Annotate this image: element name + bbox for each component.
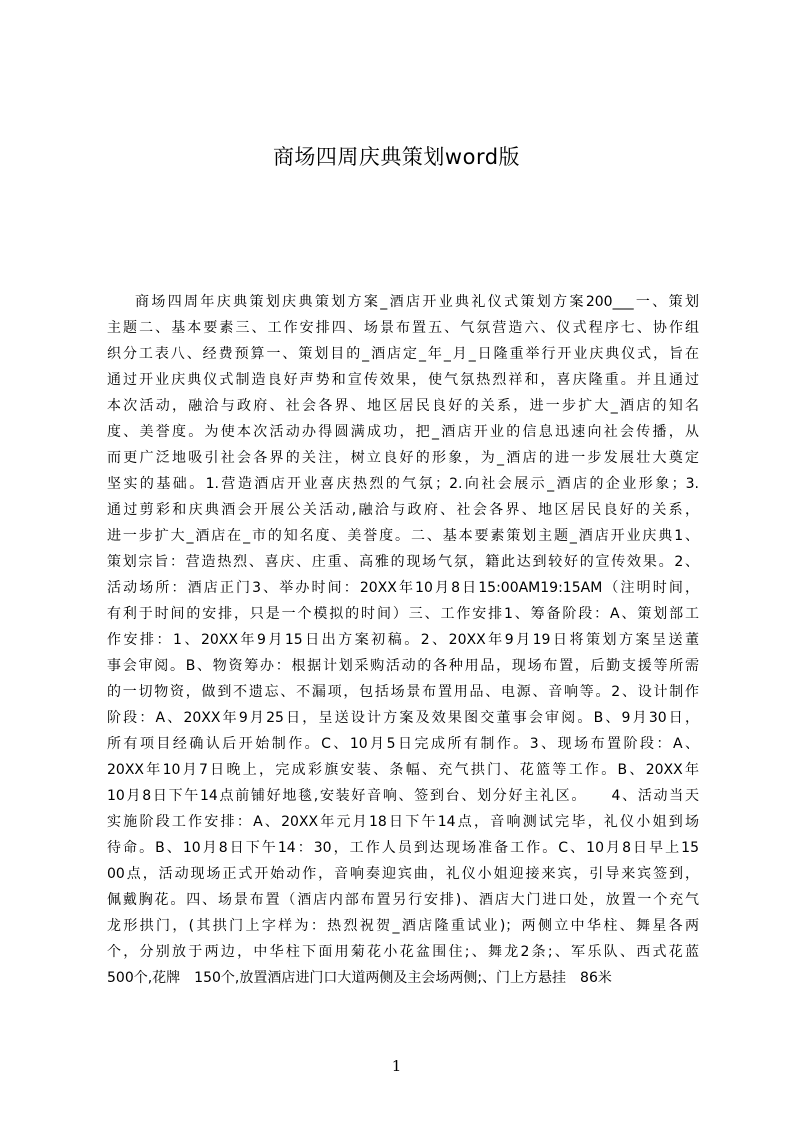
body-text-line: 的一切物资，做到不遗忘、不漏项，包括场景布置用品、电源、音响等。2、设计制作 — [107, 684, 699, 700]
body-text-line: 佩戴胸花。四、场景布置（酒店内部布置另行安排)、酒店大门进口处，放置一个充气 — [107, 892, 699, 908]
body-text-line: 龙形拱门，(其拱门上字样为：热烈祝贺_酒店隆重试业)；两侧立中华柱、舞星各两 — [107, 918, 699, 934]
body-text-line: 实施阶段工作安排：A、20XX年元月18日下午14点，音响测试完毕，礼仪小姐到场 — [107, 814, 699, 830]
body-text-line: 主题二、基本要素三、工作安排四、场景布置五、气氛营造六、仪式程序七、协作组 — [107, 320, 699, 336]
body-text-line: 通过开业庆典仪式制造良好声势和宣传效果，使气氛热烈祥和，喜庆隆重。并且通过 — [107, 372, 699, 388]
body-text-line: 度、美誉度。为使本次活动办得圆满成功，把_酒店开业的信息迅速向社会传播，从 — [107, 424, 699, 440]
body-text-line: 20XX年10月7日晚上，完成彩旗安装、条幅、充气拱门、花篮等工作。B、20XX年 — [107, 762, 699, 778]
body-text-line: 有利于时间的安排，只是一个模拟的时间）三、工作安排1、筹备阶段：A、策划部工 — [107, 606, 699, 622]
body-text-line: 00点，活动现场正式开始动作，音响奏迎宾曲，礼仪小姐迎接来宾，引导来宾签到， — [107, 866, 699, 882]
body-text-line: 进一步扩大_酒店在_市的知名度、美誉度。二、基本要素策划主题_酒店开业庆典1、 — [107, 528, 699, 544]
body-text-line: 作安排：1、20XX年9月15日出方案初稿。2、20XX年9月19日将策划方案呈送董 — [107, 632, 699, 648]
body-text-line: 活动场所：酒店正门3、举办时间：20XX年10月8日15:00AM19:15AM（注明时间， — [107, 580, 699, 596]
body-text-line: 而更广泛地吸引社会各界的关注，树立良好的形象，为_酒店的进一步发展壮大奠定 — [107, 450, 699, 466]
body-text-line: 个，分别放于两边，中华柱下面用菊花小花盆围住;、舞龙2条;、军乐队、西式花蓝 — [107, 944, 699, 960]
body-text-line: 本次活动，融洽与政府、社会各界、地区居民良好的关系，进一步扩大_酒店的知名 — [107, 398, 699, 414]
body-text-line: 阶段：A、20XX年9月25日，呈送设计方案及效果图交董事会审阅。B、9月30日， — [107, 710, 699, 726]
body-text-line: 事会审阅。B、物资筹办：根据计划采购活动的各种用品，现场布置，后勤支援等所需 — [107, 658, 699, 674]
body-text-line: 策划宗旨：营造热烈、喜庆、庄重、高雅的现场气氛，籍此达到较好的宣传效果。2、 — [107, 554, 699, 570]
body-text-line: 坚实的基础。1.营造酒店开业喜庆热烈的气氛；2.向社会展示_酒店的企业形象；3. — [107, 476, 699, 492]
document-title: 商场四周庆典策划word版 — [272, 145, 521, 169]
body-text-line: 商场四周年庆典策划庆典策划方案_酒店开业典礼仪式策划方案200___一、策划 — [135, 294, 699, 310]
body-text-line: 所有项目经确认后开始制作。C、10月5日完成所有制作。3、现场布置阶段：A、 — [107, 736, 699, 752]
page-number: 1 — [391, 1057, 402, 1075]
document-body — [107, 289, 699, 1049]
body-text-line: 10月8日下午14点前铺好地毯,安装好音响、签到台、划分好主礼区。 4、活动当天 — [107, 788, 699, 804]
body-text-line: 待命。B、10月8日下午14：30，工作人员到达现场准备工作。C、10月8日早上15 — [107, 840, 699, 856]
body-text-line: 500个,花牌 150个,放置酒店进门口大道两侧及主会场两侧;、门上方悬挂 86米 — [107, 970, 612, 986]
body-text-line: 织分工表八、经费预算一、策划目的_酒店定_年_月_日隆重举行开业庆典仪式，旨在 — [107, 346, 699, 362]
body-text-line: 通过剪彩和庆典酒会开展公关活动,融洽与政府、社会各界、地区居民良好的关系， — [107, 502, 699, 518]
